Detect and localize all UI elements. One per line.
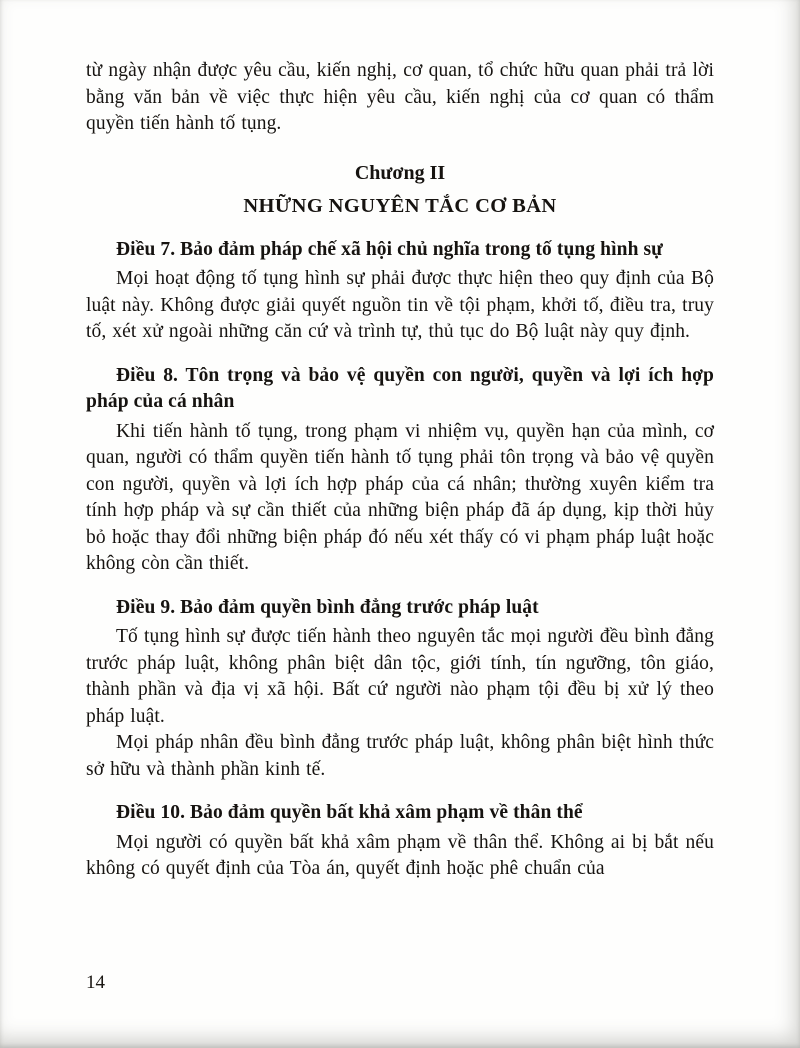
page-number: 14 — [86, 972, 105, 993]
chapter-title: NHỮNG NGUYÊN TẮC CƠ BẢN — [243, 194, 557, 217]
article-10-heading: Điều 10. Bảo đảm quyền bất khả xâm phạm về thân thể — [116, 802, 583, 823]
article-9-heading: Điều 9. Bảo đảm quyền bình đẳng trước pháp luật — [116, 596, 539, 618]
article-7-heading: Điều 7. Bảo đảm pháp chế xã hội chủ nghĩa trong tố tụng hình sự — [116, 238, 663, 260]
article-8-heading: Điều 8. Tôn trọng và bảo vệ quyền con người, quyền và lợi ích hợp pháp của cá nhân — [86, 364, 714, 412]
article-10-paragraph: Mọi người có quyền bất khả xâm phạm về thân thể. Không ai bị bắt nếu không có quyết định của Tòa án, quyết định hoặc phê chuẩn của — [86, 831, 714, 879]
chapter-label: Chương II — [354, 161, 446, 184]
article-8-paragraph: Khi tiến hành tố tụng, trong phạm vi nhiệm vụ, quyền hạn của mình, cơ quan, người có thẩm quyền tiến hành tố tụng phải tôn trọng và bảo vệ quyền con người, quyền và lợi ích hợp pháp của cá nhân; thường xuyên kiểm tra tính hợp pháp và sự cần thiết của những biện pháp đã áp dụng, kịp thời hủy bỏ hoặc thay đổi những biện pháp đó nếu xét thấy có vi phạm pháp luật hoặc không còn cần thiết. — [86, 420, 714, 574]
article-7-paragraph: Mọi hoạt động tố tụng hình sự phải được thực hiện theo quy định của Bộ luật này. Không được giải quyết nguồn tin về tội phạm, khởi tố, điều tra, truy tố, xét xử ngoài những căn cứ và trình tự, thủ tục do Bộ luật này quy định. — [86, 268, 714, 342]
article-9-paragraph-2: Mọi pháp nhân đều bình đẳng trước pháp luật, không phân biệt hình thức sở hữu và thành phần kinh tế. — [86, 732, 714, 780]
article-9-paragraph-1: Tố tụng hình sự được tiến hành theo nguyên tắc mọi người đều bình đẳng trước pháp luật, không phân biệt dân tộc, giới tính, tín ngưỡng, tôn giáo, thành phần và địa vị xã hội. Bất cứ người nào phạm tội đều bị xử lý theo pháp luật. — [86, 626, 714, 727]
continuation-paragraph: từ ngày nhận được yêu cầu, kiến nghị, cơ quan, tổ chức hữu quan phải trả lời bằng văn bản về việc thực hiện yêu cầu, kiến nghị của cơ quan có thẩm quyền tiến hành tố tụng. — [86, 60, 714, 134]
